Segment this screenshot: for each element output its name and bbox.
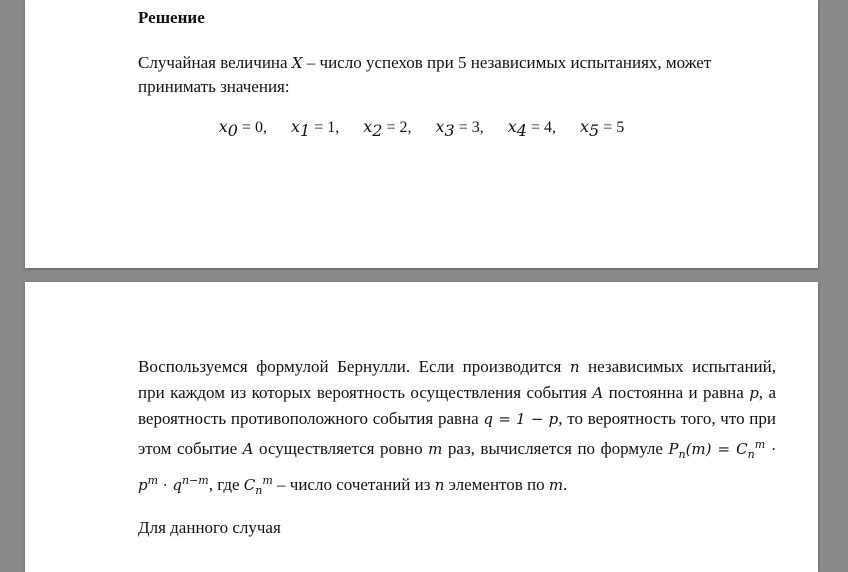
- math-m: m: [548, 476, 564, 494]
- value-item: $x_4 = 4$,: [507, 117, 556, 141]
- text-run: осуществляется ровно: [253, 439, 429, 458]
- math-m: m: [428, 440, 443, 458]
- text-run: независимых испытаний, при каждом из которых вероятность осуществления события: [138, 357, 776, 402]
- intro-text-2: – число успехов при 5 независимых испытаниях, может принимать значения:: [138, 53, 712, 96]
- math-p: p: [749, 384, 759, 402]
- math-q-def: q = 1 − p: [483, 410, 559, 428]
- text-run: раз, вычисляется по формуле: [442, 439, 669, 458]
- var-x: X: [291, 54, 303, 72]
- solution-heading: Решение: [138, 8, 205, 27]
- value-item: $x_2 = 2$,: [363, 117, 412, 141]
- math-n: n: [569, 358, 580, 376]
- math-a: A: [592, 384, 604, 402]
- math-combination: $C_n^m$: [243, 474, 273, 497]
- values-equation: [25, 117, 818, 140]
- case-line: Для данного случая: [138, 518, 281, 537]
- value-item: $x_0 = 0$,: [218, 117, 267, 141]
- document-page-2: [25, 282, 818, 572]
- math-n: n: [434, 476, 445, 494]
- text-run: элементов по: [444, 475, 549, 494]
- text-run: , то вероятность того, что при этом событие: [138, 409, 776, 458]
- intro-paragraph: [138, 51, 778, 99]
- document-page-1: [25, 0, 818, 268]
- value-item: $x_3 = 3$,: [435, 117, 484, 141]
- text-run: , а вероятность противоположного события равна: [138, 383, 777, 428]
- value-item: $x_5 = 5$: [580, 117, 625, 141]
- text-run: – число сочетаний из: [272, 475, 435, 494]
- math-a: A: [242, 440, 254, 458]
- bernoulli-formula: $P_n(m) = C_n^m \cdot p^m \cdot q^{n-m}$: [138, 438, 776, 494]
- text-run: Воспользуемся формулой Бернулли. Если производится: [138, 357, 570, 376]
- intro-text-1: Случайная величина: [138, 53, 292, 72]
- bernoulli-paragraph: [138, 354, 776, 504]
- text-run: .: [563, 475, 568, 494]
- text-run: постоянна и равна: [603, 383, 750, 402]
- text-run: , где: [208, 475, 244, 494]
- value-item: $x_1 = 1$,: [291, 117, 340, 141]
